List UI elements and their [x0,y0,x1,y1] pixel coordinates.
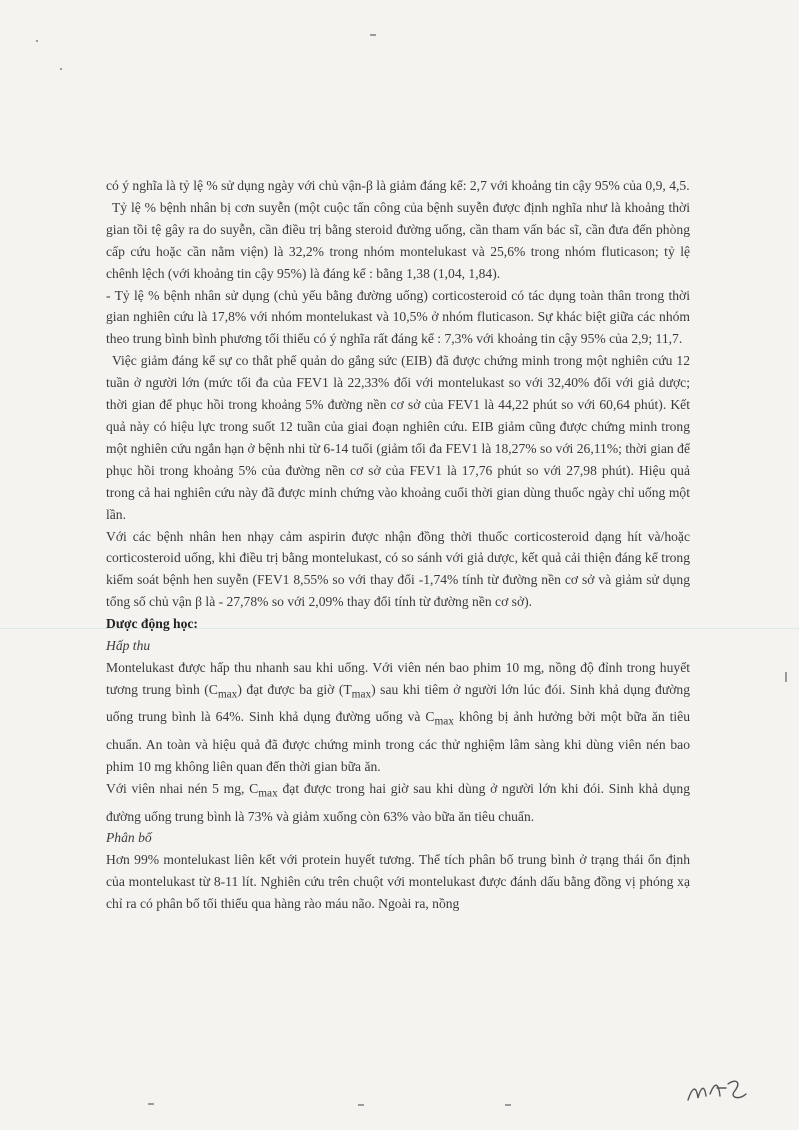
paragraph-beta-agonist: có ý nghĩa là tỷ lệ % sử dụng ngày với chủ vận-β là giảm đáng kể: 2,7 với khoảng tin cậy 95% của 0,9, 4,5. [106,178,690,193]
scan-speck [785,672,787,682]
paragraph-distribution: Hơn 99% montelukast liên kết với protein huyết tương. Thể tích phân bố trung bình ở trạng thái ổn định của montelukast từ 8-11 lít. Nghiên cứu trên chuột với montelukast được đánh dấu bằng đồng vị phóng xạ chỉ ra có phân bố tối thiểu qua hàng rào máu não. Ngoài ra, nồng [106,852,690,912]
scan-speck [358,1104,364,1106]
scan-speck [370,34,376,36]
handwritten-signature [684,1070,754,1110]
scan-speck [505,1104,511,1106]
paragraph-eib: Việc giảm đáng kể sự co thắt phế quản do gắng sức (EIB) đã được chứng minh trong một nghiên cứu 12 tuần ở người lớn (mức tối đa của FEV1 là 22,33% đối với montelukast so với 32,40% đối với giả dược; thời gian để phục hồi trong khoảng 5% đường nền cơ sở của FEV1 là 44,22 phút so với 60,64 phút). Kết quả này có hiệu lực trong suốt 12 tuần của giai đoạn nghiên cứu. EIB giảm cũng được chứng minh trong một nghiên cứu ngắn hạn ở bệnh nhi từ 6-14 tuổi (giảm tối đa FEV1 là 18,27% so với 26,11%; thời gian để phục hồi trong khoảng 5% của đường nền cơ sở của FEV1 là 17,76 phút so với 27,98 phút). Hiệu quả trong cả hai nghiên cứu này đã được minh chứng vào khoảng cuối thời gian dùng thuốc ngày chỉ uống một lần. [106,353,690,522]
paragraph-absorption-chewable: Với viên nhai nén 5 mg, $C_{max}$ đạt được trong hai giờ sau khi dùng ở người lớn khi đói. Sinh khả dụng đường uống trung bình là 73% và giảm xuống còn 63% vào bữa ăn tiêu chuẩn. [106,780,690,824]
section-heading-pharmacokinetics: Dược động học: [106,616,198,632]
subheading-distribution: Phân bố [106,830,152,846]
paragraph-aspirin-sensitive: Với các bệnh nhân hen nhạy cảm aspirin được nhận đồng thời thuốc corticosteroid dạng hít và/hoặc corticosteroid uống, khi điều trị bằng montelukast, có so sánh với giả dược, kết quả cải thiện đáng kể trong kiểm soát bệnh hen suyễn (FEV1 8,55% so với thay đổi -1,74% tính từ đường nền cơ sở và giảm sử dụng tổng số chủ vận β là - 27,78% so với 2,09% thay đổi tính từ đường nền cơ sở). [106,528,690,610]
scan-speck [36,40,38,42]
document-body [106,175,690,915]
scan-speck [148,1103,154,1105]
paragraph-corticosteroid-use: - Tỷ lệ % bệnh nhân sử dụng (chủ yếu bằng đường uống) corticosteroid có tác dụng toàn thân trong thời gian nghiên cứu là 17,8% với nhóm montelukast và 10,5% ở nhóm fluticason. Sự khác biệt giữa các nhóm theo trung bình bình phương tối thiểu có ý nghĩa rất đáng kể : 7,3% với khoảng tin cậy 95% của 2,9; 11,7. [106,287,690,347]
subheading-absorption: Hấp thu [106,638,151,654]
scan-speck [60,68,62,70]
paragraph-absorption-tablet: Montelukast được hấp thu nhanh sau khi uống. Với viên nén bao phim 10 mg, nồng độ đỉnh trong huyết tương trung bình $(C_{max})$ đạt được ba giờ $(T_{max})$ sau khi tiêm ở người lớn lúc đói. Sinh khả dụng đường uống trung bình là 64%. Sinh khả dụng đường uống và $C_{max}$ không bị ảnh hưởng bởi một bữa ăn tiêu chuẩn. An toàn và hiệu quả đã được chứng minh trong các thử nghiệm lâm sàng khi dùng viên nén bao phim 10 mg không liên quan đến thời gian bữa ăn. [106,659,691,774]
paragraph-asthma-attacks: Tỷ lệ % bệnh nhân bị cơn suyễn (một cuộc tấn công của bệnh suyễn được định nghĩa như là khoảng thời gian tồi tệ gây ra do suyễn, cần điều trị bằng steroid đường uống, cần tham vấn bác sĩ, cần đưa đến phòng cấp cứu hoặc cần nằm viện) là 32,2% trong nhóm montelukast và 25,6% trong nhóm fluticason; tỷ lệ chênh lệch (với khoảng tin cậy 95%) là đáng kể : bằng 1,38 (1,04, 1,84). [106,199,690,281]
